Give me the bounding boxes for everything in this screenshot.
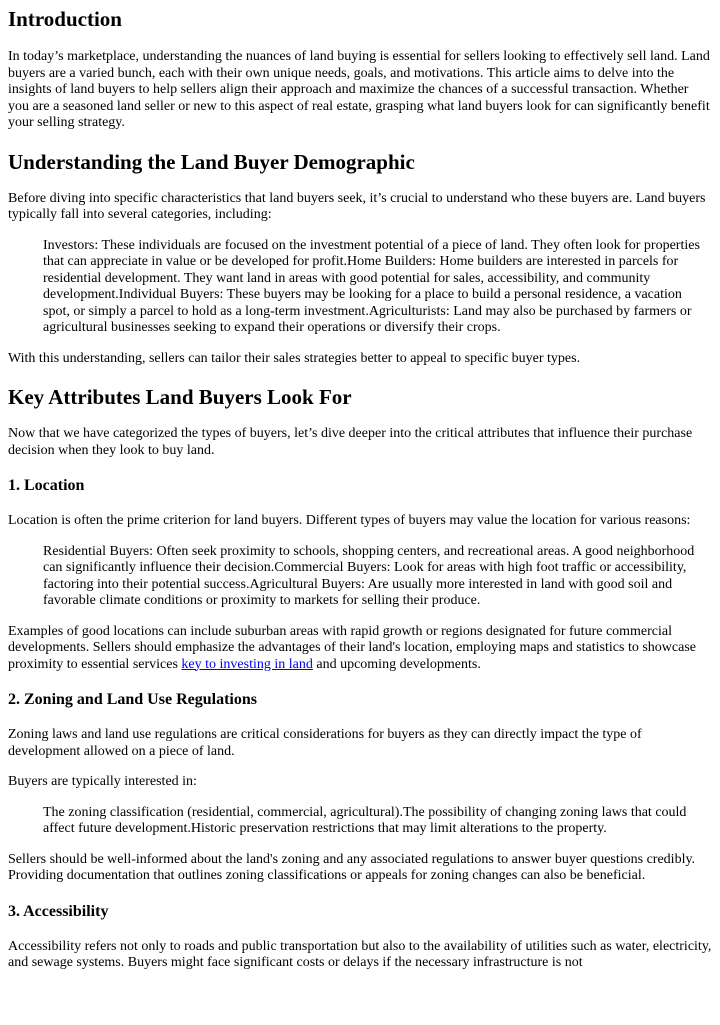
buyer-types-quote: Investors: These individuals are focused on the investment potential of a piece of land. They often look for properties that can appreciate in value or be developed for profit.Home Builders: Home builders are interested in parcels for residential development. They want land in areas with good potential for sales, accessibility, and community development.Individual Buyers: These buyers may be looking for a place to build a personal residence, a vacation spot, or simply a parcel to hold as a long-term investment.Agriculturists: Land may also be purchased by farmers or agricultural businesses seeking to expand their operations or diversify their crops. xyxy=(43,237,700,335)
location-examples xyxy=(8,624,712,674)
location-examples-text: Examples of good locations can include suburban areas with rapid growth or regions designated for future commercial developments. Sellers should emphasize the advantages of their land's location, employing maps and statistics to showcase proximity to essential services xyxy=(8,623,696,672)
zoning-advice: Sellers should be well-informed about the land's zoning and any associated regulations to answer buyer questions credibly. Providing documentation that outlines zoning classifications or appeals for zoning changes can also be beneficial. xyxy=(8,851,696,883)
demographic-paragraph: Before diving into specific characteristics that land buyers seek, it’s crucial to understand who these buyers are. Land buyers typically fall into several categories, including: xyxy=(8,190,706,222)
article xyxy=(0,8,720,972)
zoning-quote: The zoning classification (residential, commercial, agricultural).The possibility of changing zoning laws that could affect future development.Historic preservation restrictions that may limit alterations to the property. xyxy=(43,804,687,836)
accessibility-heading: 3. Accessibility xyxy=(8,902,109,920)
location-heading: 1. Location xyxy=(8,477,85,494)
accessibility-paragraph: Accessibility refers not only to roads and public transportation but also to the availability of utilities such as water, electricity, and sewage systems. Buyers might face significant costs or delays if the necessary infrastructure is not xyxy=(8,938,712,970)
investing-link[interactable]: key to investing in land xyxy=(181,656,313,672)
attributes-paragraph: Now that we have categorized the types of buyers, let’s dive deeper into the critical attributes that influence their purchase decision when they look to buy land. xyxy=(8,426,693,458)
attributes-heading: Key Attributes Land Buyers Look For xyxy=(8,385,352,409)
location-quote: Residential Buyers: Often seek proximity to schools, shopping centers, and recreational areas. A good neighborhood can significantly influence their decision.Commercial Buyers: Look for areas with high foot traffic or accessibility, factoring into their potential success.Agricultural Buyers: Are usually more interested in land with good soil and favorable climate conditions or proximity to markets for selling their produce. xyxy=(43,543,695,608)
zoning-interest: Buyers are typically interested in: xyxy=(8,774,197,789)
intro-heading: Introduction xyxy=(8,7,122,31)
intro-paragraph: In today’s marketplace, understanding the nuances of land buying is essential for sellers looking to effectively sell land. Land buyers are a varied bunch, each with their own unique needs, goals, and motivations. This article aims to delve into the insights of land buyers to help sellers align their approach and maximize the chances of a successful transaction. Whether you are a seasoned land seller or new to this aspect of real estate, grasping what land buyers look for can significantly benefit your selling strategy. xyxy=(8,49,710,130)
location-paragraph: Location is often the prime criterion for land buyers. Different types of buyers may value the location for various reasons: xyxy=(8,513,691,528)
demographic-heading: Understanding the Land Buyer Demographic xyxy=(8,149,415,174)
demographic-summary: With this understanding, sellers can tailor their sales strategies better to appeal to specific buyer types. xyxy=(8,350,581,366)
zoning-heading: 2. Zoning and Land Use Regulations xyxy=(8,691,257,708)
zoning-paragraph: Zoning laws and land use regulations are critical considerations for buyers as they can directly impact the type of development allowed on a piece of land. xyxy=(8,727,642,759)
location-examples-tail: and upcoming developments. xyxy=(312,656,481,672)
